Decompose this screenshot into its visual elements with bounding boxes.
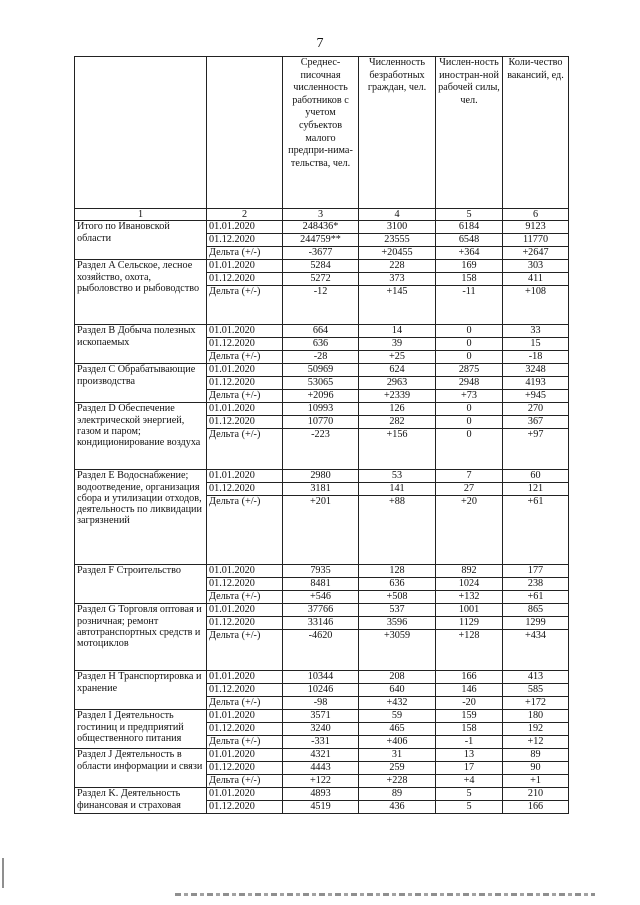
statistics-table <box>74 56 569 814</box>
row-date: 01.12.2020 <box>207 762 283 775</box>
vacancies-value: +1 <box>503 775 569 788</box>
foreign-workforce-value: -1 <box>436 736 503 749</box>
foreign-workforce-value: 159 <box>436 710 503 723</box>
unemployed-value: 282 <box>359 416 436 429</box>
column-number: 1 <box>75 209 207 221</box>
avg-employees-value: -223 <box>283 429 359 470</box>
vacancies-value: 303 <box>503 260 569 273</box>
foreign-workforce-value: 2948 <box>436 377 503 390</box>
unemployed-value: +3059 <box>359 630 436 671</box>
vacancies-value: 4193 <box>503 377 569 390</box>
row-date: Дельта (+/-) <box>207 496 283 565</box>
foreign-workforce-value: 892 <box>436 565 503 578</box>
avg-employees-value: -3677 <box>283 247 359 260</box>
unemployed-value: 373 <box>359 273 436 286</box>
row-date: Дельта (+/-) <box>207 390 283 403</box>
avg-employees-value: -4620 <box>283 630 359 671</box>
row-date: 01.12.2020 <box>207 234 283 247</box>
avg-employees-value: 7935 <box>283 565 359 578</box>
row-date: 01.12.2020 <box>207 723 283 736</box>
row-date: 01.01.2020 <box>207 364 283 377</box>
row-date: Дельта (+/-) <box>207 286 283 325</box>
avg-employees-value: 4321 <box>283 749 359 762</box>
table-row <box>75 671 569 684</box>
unemployed-value: +432 <box>359 697 436 710</box>
foreign-workforce-value: 158 <box>436 273 503 286</box>
vacancies-value: +61 <box>503 496 569 565</box>
vacancies-value: 9123 <box>503 221 569 234</box>
vacancies-value: 411 <box>503 273 569 286</box>
foreign-workforce-value: -20 <box>436 697 503 710</box>
avg-employees-value: 10246 <box>283 684 359 697</box>
avg-employees-value: -28 <box>283 351 359 364</box>
foreign-workforce-value: -11 <box>436 286 503 325</box>
page-number: 7 <box>316 36 324 51</box>
avg-employees-value: -331 <box>283 736 359 749</box>
avg-employees-value: 3181 <box>283 483 359 496</box>
vacancies-value: 238 <box>503 578 569 591</box>
row-date: 01.12.2020 <box>207 416 283 429</box>
column-number: 4 <box>359 209 436 221</box>
row-date: Дельта (+/-) <box>207 775 283 788</box>
row-date: 01.12.2020 <box>207 338 283 351</box>
unemployed-value: 2963 <box>359 377 436 390</box>
section-name: Раздел C Обрабатывающие производства <box>75 364 207 403</box>
unemployed-value: 128 <box>359 565 436 578</box>
avg-employees-value: 3240 <box>283 723 359 736</box>
row-date: 01.12.2020 <box>207 684 283 697</box>
row-date: 01.12.2020 <box>207 273 283 286</box>
avg-employees-value: 4443 <box>283 762 359 775</box>
vacancies-value: 166 <box>503 801 569 814</box>
unemployed-value: 228 <box>359 260 436 273</box>
foreign-workforce-value: 0 <box>436 416 503 429</box>
foreign-workforce-value: 1129 <box>436 617 503 630</box>
unemployed-value: 31 <box>359 749 436 762</box>
foreign-workforce-value: 17 <box>436 762 503 775</box>
vacancies-value: 1299 <box>503 617 569 630</box>
vacancies-value: 11770 <box>503 234 569 247</box>
column-number: 3 <box>283 209 359 221</box>
vacancies-value: +12 <box>503 736 569 749</box>
header-row <box>75 57 569 209</box>
column-number: 5 <box>436 209 503 221</box>
vacancies-value: +108 <box>503 286 569 325</box>
avg-employees-value: 53065 <box>283 377 359 390</box>
foreign-workforce-value: 6548 <box>436 234 503 247</box>
unemployed-value: 624 <box>359 364 436 377</box>
foreign-workforce-value: +128 <box>436 630 503 671</box>
vacancies-value: 15 <box>503 338 569 351</box>
avg-employees-value: +546 <box>283 591 359 604</box>
table-body <box>75 221 569 814</box>
vacancies-value: +61 <box>503 591 569 604</box>
row-date: 01.01.2020 <box>207 403 283 416</box>
row-date: 01.12.2020 <box>207 483 283 496</box>
row-date: 01.01.2020 <box>207 470 283 483</box>
row-date: 01.01.2020 <box>207 260 283 273</box>
scan-edge-artifact <box>2 858 4 888</box>
avg-employees-value: +201 <box>283 496 359 565</box>
unemployed-value: 14 <box>359 325 436 338</box>
foreign-workforce-value: +364 <box>436 247 503 260</box>
foreign-workforce-value: +4 <box>436 775 503 788</box>
avg-employees-value: 636 <box>283 338 359 351</box>
row-date: 01.12.2020 <box>207 578 283 591</box>
foreign-workforce-value: 158 <box>436 723 503 736</box>
column-number: 2 <box>207 209 283 221</box>
table-row <box>75 364 569 377</box>
avg-employees-value: 5272 <box>283 273 359 286</box>
avg-employees-value: 4893 <box>283 788 359 801</box>
vacancies-value: 3248 <box>503 364 569 377</box>
unemployed-value: 141 <box>359 483 436 496</box>
row-date: 01.01.2020 <box>207 788 283 801</box>
vacancies-value: 177 <box>503 565 569 578</box>
avg-employees-value: 3571 <box>283 710 359 723</box>
row-date: Дельта (+/-) <box>207 736 283 749</box>
table-row <box>75 470 569 483</box>
unemployed-value: +88 <box>359 496 436 565</box>
foreign-workforce-value: 146 <box>436 684 503 697</box>
unemployed-value: +20455 <box>359 247 436 260</box>
avg-employees-value: 10993 <box>283 403 359 416</box>
vacancies-value: 90 <box>503 762 569 775</box>
vacancies-value: 33 <box>503 325 569 338</box>
row-date: Дельта (+/-) <box>207 591 283 604</box>
header-col-2 <box>207 57 283 209</box>
vacancies-value: -18 <box>503 351 569 364</box>
unemployed-value: 640 <box>359 684 436 697</box>
foreign-workforce-value: 1001 <box>436 604 503 617</box>
foreign-workforce-value: 7 <box>436 470 503 483</box>
header-avg-employees: Среднес-писочная численность работников с учетом субъектов малого предпри-нима-тельства, чел. <box>283 57 359 209</box>
avg-employees-value: 5284 <box>283 260 359 273</box>
header-foreign-workforce: Числен-ность иностран-ной рабочей силы, чел. <box>436 57 503 209</box>
row-date: 01.01.2020 <box>207 221 283 234</box>
foreign-workforce-value: +132 <box>436 591 503 604</box>
table-row <box>75 749 569 762</box>
row-date: 01.12.2020 <box>207 801 283 814</box>
vacancies-value: 270 <box>503 403 569 416</box>
unemployed-value: 59 <box>359 710 436 723</box>
section-name: Раздел B Добыча полезных ископаемых <box>75 325 207 364</box>
unemployed-value: +228 <box>359 775 436 788</box>
row-date: 01.12.2020 <box>207 377 283 390</box>
foreign-workforce-value: 1024 <box>436 578 503 591</box>
scan-artifact <box>175 893 595 896</box>
foreign-workforce-value: 169 <box>436 260 503 273</box>
unemployed-value: 23555 <box>359 234 436 247</box>
vacancies-value: 180 <box>503 710 569 723</box>
row-date: 01.01.2020 <box>207 671 283 684</box>
unemployed-value: +156 <box>359 429 436 470</box>
foreign-workforce-value: 0 <box>436 403 503 416</box>
avg-employees-value: 244759** <box>283 234 359 247</box>
unemployed-value: 636 <box>359 578 436 591</box>
vacancies-value: +97 <box>503 429 569 470</box>
section-name: Раздел E Водоснабжение; водоотведение, организация сбора и утилизации отходов, деятельность по ликвидации загрязнений <box>75 470 207 565</box>
unemployed-value: 3596 <box>359 617 436 630</box>
avg-employees-value: 50969 <box>283 364 359 377</box>
unemployed-value: +508 <box>359 591 436 604</box>
vacancies-value: 865 <box>503 604 569 617</box>
table-row <box>75 221 569 234</box>
vacancies-value: 585 <box>503 684 569 697</box>
row-date: Дельта (+/-) <box>207 630 283 671</box>
row-date: Дельта (+/-) <box>207 351 283 364</box>
row-date: Дельта (+/-) <box>207 697 283 710</box>
avg-employees-value: 8481 <box>283 578 359 591</box>
vacancies-value: 210 <box>503 788 569 801</box>
foreign-workforce-value: +73 <box>436 390 503 403</box>
vacancies-value: 60 <box>503 470 569 483</box>
column-number-row <box>75 209 569 221</box>
avg-employees-value: 10344 <box>283 671 359 684</box>
header-vacancies: Коли-чество вакансий, ед. <box>503 57 569 209</box>
unemployed-value: 436 <box>359 801 436 814</box>
section-name: Раздел D Обеспечение электрической энергией, газом и паром; кондиционирование воздуха <box>75 403 207 470</box>
unemployed-value: 89 <box>359 788 436 801</box>
avg-employees-value: 33146 <box>283 617 359 630</box>
foreign-workforce-value: 2875 <box>436 364 503 377</box>
section-name: Раздел K. Деятельность финансовая и страховая <box>75 788 207 814</box>
avg-employees-value: 2980 <box>283 470 359 483</box>
foreign-workforce-value: 0 <box>436 429 503 470</box>
table-row <box>75 565 569 578</box>
row-date: 01.01.2020 <box>207 565 283 578</box>
section-name: Раздел I Деятельность гостиниц и предприятий общественного питания <box>75 710 207 749</box>
unemployed-value: 126 <box>359 403 436 416</box>
section-name: Раздел H Транспортировка и хранение <box>75 671 207 710</box>
vacancies-value: 367 <box>503 416 569 429</box>
avg-employees-value: 10770 <box>283 416 359 429</box>
row-date: Дельта (+/-) <box>207 247 283 260</box>
unemployed-value: 537 <box>359 604 436 617</box>
foreign-workforce-value: 5 <box>436 801 503 814</box>
vacancies-value: +172 <box>503 697 569 710</box>
avg-employees-value: 37766 <box>283 604 359 617</box>
avg-employees-value: 4519 <box>283 801 359 814</box>
column-number: 6 <box>503 209 569 221</box>
avg-employees-value: 248436* <box>283 221 359 234</box>
vacancies-value: +945 <box>503 390 569 403</box>
unemployed-value: 39 <box>359 338 436 351</box>
foreign-workforce-value: 0 <box>436 325 503 338</box>
row-date: Дельта (+/-) <box>207 429 283 470</box>
foreign-workforce-value: 13 <box>436 749 503 762</box>
unemployed-value: 3100 <box>359 221 436 234</box>
unemployed-value: +406 <box>359 736 436 749</box>
foreign-workforce-value: +20 <box>436 496 503 565</box>
table-row <box>75 604 569 617</box>
vacancies-value: 89 <box>503 749 569 762</box>
vacancies-value: +2647 <box>503 247 569 260</box>
unemployed-value: 259 <box>359 762 436 775</box>
avg-employees-value: +2096 <box>283 390 359 403</box>
avg-employees-value: -98 <box>283 697 359 710</box>
header-unemployed: Численность безработных граждан, чел. <box>359 57 436 209</box>
foreign-workforce-value: 166 <box>436 671 503 684</box>
foreign-workforce-value: 5 <box>436 788 503 801</box>
table-row <box>75 788 569 801</box>
avg-employees-value: -12 <box>283 286 359 325</box>
table-row <box>75 710 569 723</box>
unemployed-value: +25 <box>359 351 436 364</box>
foreign-workforce-value: 6184 <box>436 221 503 234</box>
unemployed-value: 208 <box>359 671 436 684</box>
row-date: 01.12.2020 <box>207 617 283 630</box>
row-date: 01.01.2020 <box>207 604 283 617</box>
unemployed-value: +145 <box>359 286 436 325</box>
foreign-workforce-value: 27 <box>436 483 503 496</box>
vacancies-value: 413 <box>503 671 569 684</box>
vacancies-value: 192 <box>503 723 569 736</box>
vacancies-value: 121 <box>503 483 569 496</box>
section-name: Итого по Ивановской области <box>75 221 207 260</box>
table-row <box>75 260 569 273</box>
section-name: Раздел J Деятельность в области информации и связи <box>75 749 207 788</box>
section-name: Раздел G Торговля оптовая и розничная; ремонт автотранспортных средств и мотоциклов <box>75 604 207 671</box>
unemployed-value: 465 <box>359 723 436 736</box>
section-name: Раздел F Строительство <box>75 565 207 604</box>
unemployed-value: +2339 <box>359 390 436 403</box>
avg-employees-value: +122 <box>283 775 359 788</box>
header-col-1 <box>75 57 207 209</box>
row-date: 01.01.2020 <box>207 710 283 723</box>
table-row <box>75 325 569 338</box>
row-date: 01.01.2020 <box>207 325 283 338</box>
foreign-workforce-value: 0 <box>436 351 503 364</box>
foreign-workforce-value: 0 <box>436 338 503 351</box>
table-row <box>75 403 569 416</box>
row-date: 01.01.2020 <box>207 749 283 762</box>
avg-employees-value: 664 <box>283 325 359 338</box>
unemployed-value: 53 <box>359 470 436 483</box>
vacancies-value: +434 <box>503 630 569 671</box>
section-name: Раздел A Сельское, лесное хозяйство, охота, рыболовство и рыбоводство <box>75 260 207 325</box>
